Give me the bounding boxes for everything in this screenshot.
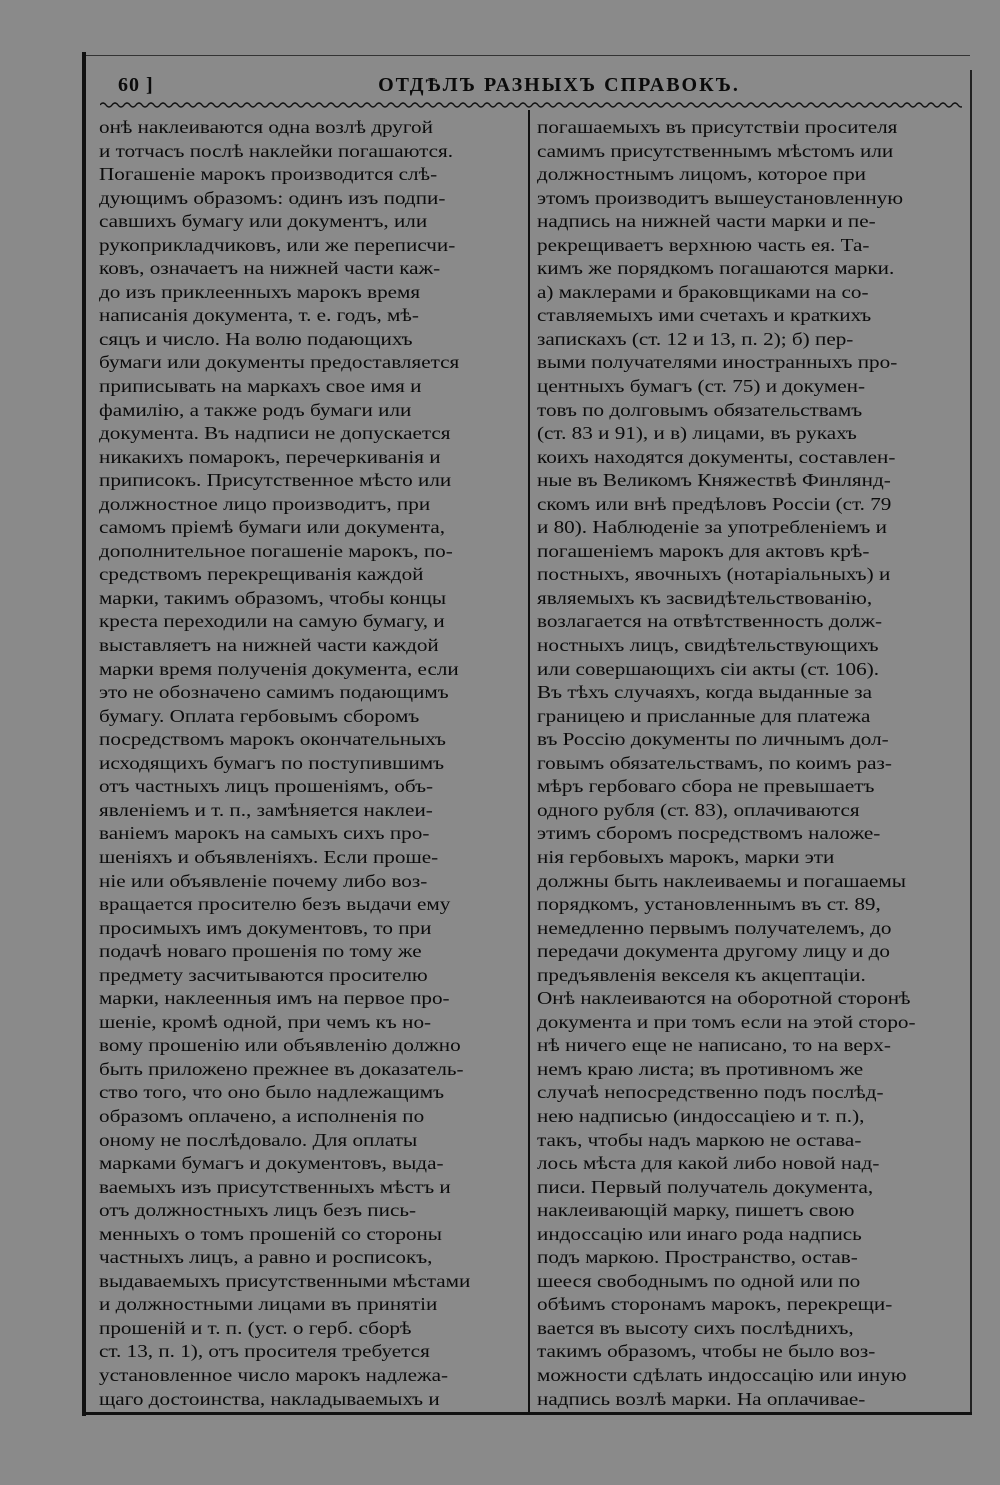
text-line: передачи документа другому лицу и до [537, 941, 890, 962]
text-line: одного рубля (ст. 83), оплачиваются [537, 799, 860, 820]
text-line: и 80). Наблюденіе за употребленіемъ и [537, 517, 887, 538]
text-line: щаго достоинства, накладываемыхъ и [99, 1388, 440, 1409]
text-line: или совершающихъ сіи акты (ст. 106). [537, 658, 880, 679]
text-line: нія гербовыхъ марокъ, марки эти [537, 846, 835, 867]
text-line: частныхъ лицъ, а равно и росписокъ, [99, 1247, 433, 1268]
page-frame-left [82, 52, 86, 1416]
text-line: нѣ ничего еще не написано, то на верх- [537, 1035, 891, 1056]
text-line: случаѣ непосредственно подъ послѣд- [537, 1082, 884, 1103]
text-line: выдаваемыхъ присутственными мѣстами [99, 1270, 471, 1291]
text-line: индоссацію или инаго рода надпись [537, 1223, 862, 1244]
text-line: установленное число марокъ надлежа- [99, 1364, 449, 1385]
text-line: погашеніемъ марокъ для актовъ крѣ- [537, 540, 870, 561]
column-divider [528, 110, 530, 1412]
text-line: дополнительное погашеніе марокъ, по- [99, 540, 453, 561]
text-line: и тотчасъ послѣ наклейки погашаются. [99, 140, 454, 161]
text-line: въ Россію документы по личнымъ дол- [537, 729, 889, 750]
text-line: Онѣ наклеиваются на оборотной сторонѣ [537, 988, 911, 1009]
text-line: до изъ приклеенныхъ марокъ время [99, 281, 421, 302]
text-line: ставляемыхъ ими счетахъ и краткихъ [537, 305, 872, 326]
text-line: выставляетъ на нижней части каждой [99, 635, 439, 656]
text-line: вращается просителю безъ выдачи ему [99, 894, 451, 915]
text-line: являемыхъ къ засвидѣтельствованію, [537, 587, 873, 608]
text-line: ство того, что оно было надлежащимъ [99, 1082, 445, 1103]
text-line: ваніемъ марокъ на самыхъ сихъ про- [99, 823, 430, 844]
text-line: бумаги или документы предоставляется [99, 352, 460, 373]
text-line: ніе или объявленіе почему либо воз- [99, 870, 428, 891]
text-line: вому прошенію или объявленію должно [99, 1035, 461, 1056]
page-frame-top [86, 55, 970, 56]
text-line: савшихъ бумагу или документъ, или [99, 211, 428, 232]
text-line: говымъ обязательствамъ, по коимъ раз- [537, 752, 892, 773]
text-line: дующимъ образомъ: одинъ изъ подпи- [99, 187, 446, 208]
text-line: просимыхъ имъ документовъ, то при [99, 917, 432, 938]
header-wavy-rule [100, 100, 962, 110]
text-line: запискахъ (ст. 12 и 13, п. 2); б) пер- [537, 328, 854, 349]
text-line: немедленно первымъ получателемъ, до [537, 917, 892, 938]
right-column [537, 116, 961, 1411]
text-line: мѣръ гербоваго сбора не превышаетъ [537, 776, 875, 797]
text-line: этимъ сборомъ посредствомъ наложе- [537, 823, 881, 844]
text-line: а) маклерами и браковщиками на со- [537, 281, 869, 302]
text-line: немъ краю листа; въ противномъ же [537, 1058, 864, 1079]
text-line: быть приложено прежнее въ доказатель- [99, 1058, 464, 1079]
text-line: этомъ производитъ вышеустановленную [537, 187, 904, 208]
text-line: явленіемъ и т. п., замѣняется наклеи- [99, 799, 433, 820]
text-line: должны быть наклеиваемы и погашаемы [537, 870, 907, 891]
page-title: ОТДѢЛЪ РАЗНЫХЪ СПРАВОКЪ. [378, 74, 740, 96]
text-line: исходящихъ бумагъ по поступившимъ [99, 752, 445, 773]
text-line: возлагается на отвѣтственность долж- [537, 611, 883, 632]
text-line: рукоприкладчиковъ, или же переписчи- [99, 234, 456, 255]
text-line: прошеній и т. п. (уст. о герб. сборѣ [99, 1317, 412, 1338]
text-line: такъ, чтобы надъ маркою не остава- [537, 1129, 862, 1150]
text-line: написанія документа, т. е. годъ, мѣ- [99, 305, 419, 326]
text-line: креста переходили на самую бумагу, и [99, 611, 445, 632]
text-line: рекрещиваетъ верхнюю часть ея. Та- [537, 234, 870, 255]
text-line: шеніе, кромѣ одной, при чемъ къ но- [99, 1011, 432, 1032]
text-line: марки, наклеенныя имъ на первое про- [99, 988, 450, 1009]
text-line: предъявленія векселя къ акцептаціи. [537, 964, 866, 985]
text-line: отъ должностныхъ лицъ безъ пись- [99, 1200, 417, 1221]
left-column [99, 116, 521, 1411]
text-line: оному не послѣдовало. Для оплаты [99, 1129, 418, 1150]
text-line: кимъ же порядкомъ погашаются марки. [537, 258, 895, 279]
page-frame-right [970, 70, 972, 1412]
text-line: Погашеніе марокъ производится слѣ- [99, 164, 438, 185]
text-line: границею и присланные для платежа [537, 705, 871, 726]
text-line: должностнымъ лицомъ, которое при [537, 164, 866, 185]
text-line: марки, такимъ образомъ, чтобы концы [99, 587, 447, 608]
text-line: вается въ высоту сихъ послѣднихъ, [537, 1317, 854, 1338]
text-line: средствомъ перекрещиванія каждой [99, 564, 424, 585]
text-line: писи. Первый получатель документа, [537, 1176, 874, 1197]
text-line: скомъ или внѣ предѣловъ Россіи (ст. 79 [537, 493, 892, 514]
text-line: Въ тѣхъ случаяхъ, когда выданные за [537, 682, 873, 703]
text-line: нею надписью (индоссаціею и т. п.), [537, 1105, 865, 1126]
text-line: приписывать на маркахъ свое имя и [99, 376, 422, 397]
page-number: 60 ] [118, 74, 154, 96]
text-line: документа. Въ надписи не допускается [99, 423, 451, 444]
text-line: фамилію, а также родъ бумаги или [99, 399, 412, 420]
text-line: марками бумагъ и документовъ, выда- [99, 1153, 444, 1174]
text-line: менныхъ о томъ прошеній со стороны [99, 1223, 443, 1244]
text-line: отъ частныхъ лицъ прошеніямъ, объ- [99, 776, 434, 797]
text-line: ностныхъ лицъ, свидѣтельствующихъ [537, 635, 879, 656]
text-line: онѣ наклеиваются одна возлѣ другой [99, 117, 433, 137]
text-line: посредствомъ марокъ окончательныхъ [99, 729, 446, 750]
text-line: должностное лицо производитъ, при [99, 493, 431, 514]
text-line: надпись на нижней части марки и пе- [537, 211, 876, 232]
text-line: шеніяхъ и объявленіяхъ. Если проше- [99, 846, 439, 867]
text-line: образомъ оплачено, а исполненія по [99, 1105, 425, 1126]
text-line: ст. 13, п. 1), отъ просителя требуется [99, 1341, 430, 1362]
page-header [96, 70, 962, 104]
text-line: ные въ Великомъ Княжествѣ Финлянд- [537, 470, 891, 491]
text-line: марки время полученія документа, если [99, 658, 459, 679]
text-line: приписокъ. Присутственное мѣсто или [99, 470, 452, 491]
text-line: никакихъ помарокъ, перечеркиванія и [99, 446, 441, 467]
text-line: можности сдѣлать индоссацію или иную [537, 1364, 907, 1385]
text-line: подачѣ новаго прошенія по тому же [99, 941, 422, 962]
text-line: (ст. 83 и 91), и в) лицами, въ рукахъ [537, 423, 857, 444]
text-line: обѣимъ сторонамъ марокъ, перекрещи- [537, 1294, 893, 1315]
text-line: выми получателями иностранныхъ про- [537, 352, 898, 373]
text-line: порядкомъ, установленнымъ въ ст. 89, [537, 894, 881, 915]
text-line: ковъ, означаетъ на нижней части каж- [99, 258, 441, 279]
text-line: погашаемыхъ въ присутствіи просителя [537, 117, 898, 137]
text-line: центныхъ бумагъ (ст. 75) и докумен- [537, 376, 866, 397]
text-line: лось мѣста для какой либо новой над- [537, 1153, 880, 1174]
text-line: наклеивающій марку, пишетъ свою [537, 1200, 855, 1221]
text-line: самимъ присутственнымъ мѣстомъ или [537, 140, 894, 161]
text-line: и должностными лицами въ принятіи [99, 1294, 438, 1315]
text-line: ваемыхъ изъ присутственныхъ мѣстъ и [99, 1176, 451, 1197]
page-frame-bottom [82, 1412, 972, 1415]
text-line: надпись возлѣ марки. На оплачивае- [537, 1388, 866, 1409]
text-line: шееся свободнымъ по одной или по [537, 1270, 861, 1291]
text-line: товъ по долговымъ обязательствамъ [537, 399, 863, 420]
text-line: сяцъ и число. На волю подающихъ [99, 328, 413, 349]
text-line: подъ маркою. Пространство, остав- [537, 1247, 858, 1268]
text-line: предмету засчитываются просителю [99, 964, 428, 985]
text-line: коихъ находятся документы, составлен- [537, 446, 896, 467]
text-line: такимъ образомъ, чтобы не было воз- [537, 1341, 876, 1362]
text-line: документа и при томъ если на этой сторо- [537, 1011, 916, 1032]
text-line: это не обозначено самимъ подающимъ [99, 682, 449, 703]
text-line: постныхъ, явочныхъ (нотаріальныхъ) и [537, 564, 891, 585]
text-line: самомъ пріемѣ бумаги или документа, [99, 517, 446, 538]
text-line: бумагу. Оплата гербовымъ сборомъ [99, 705, 420, 726]
